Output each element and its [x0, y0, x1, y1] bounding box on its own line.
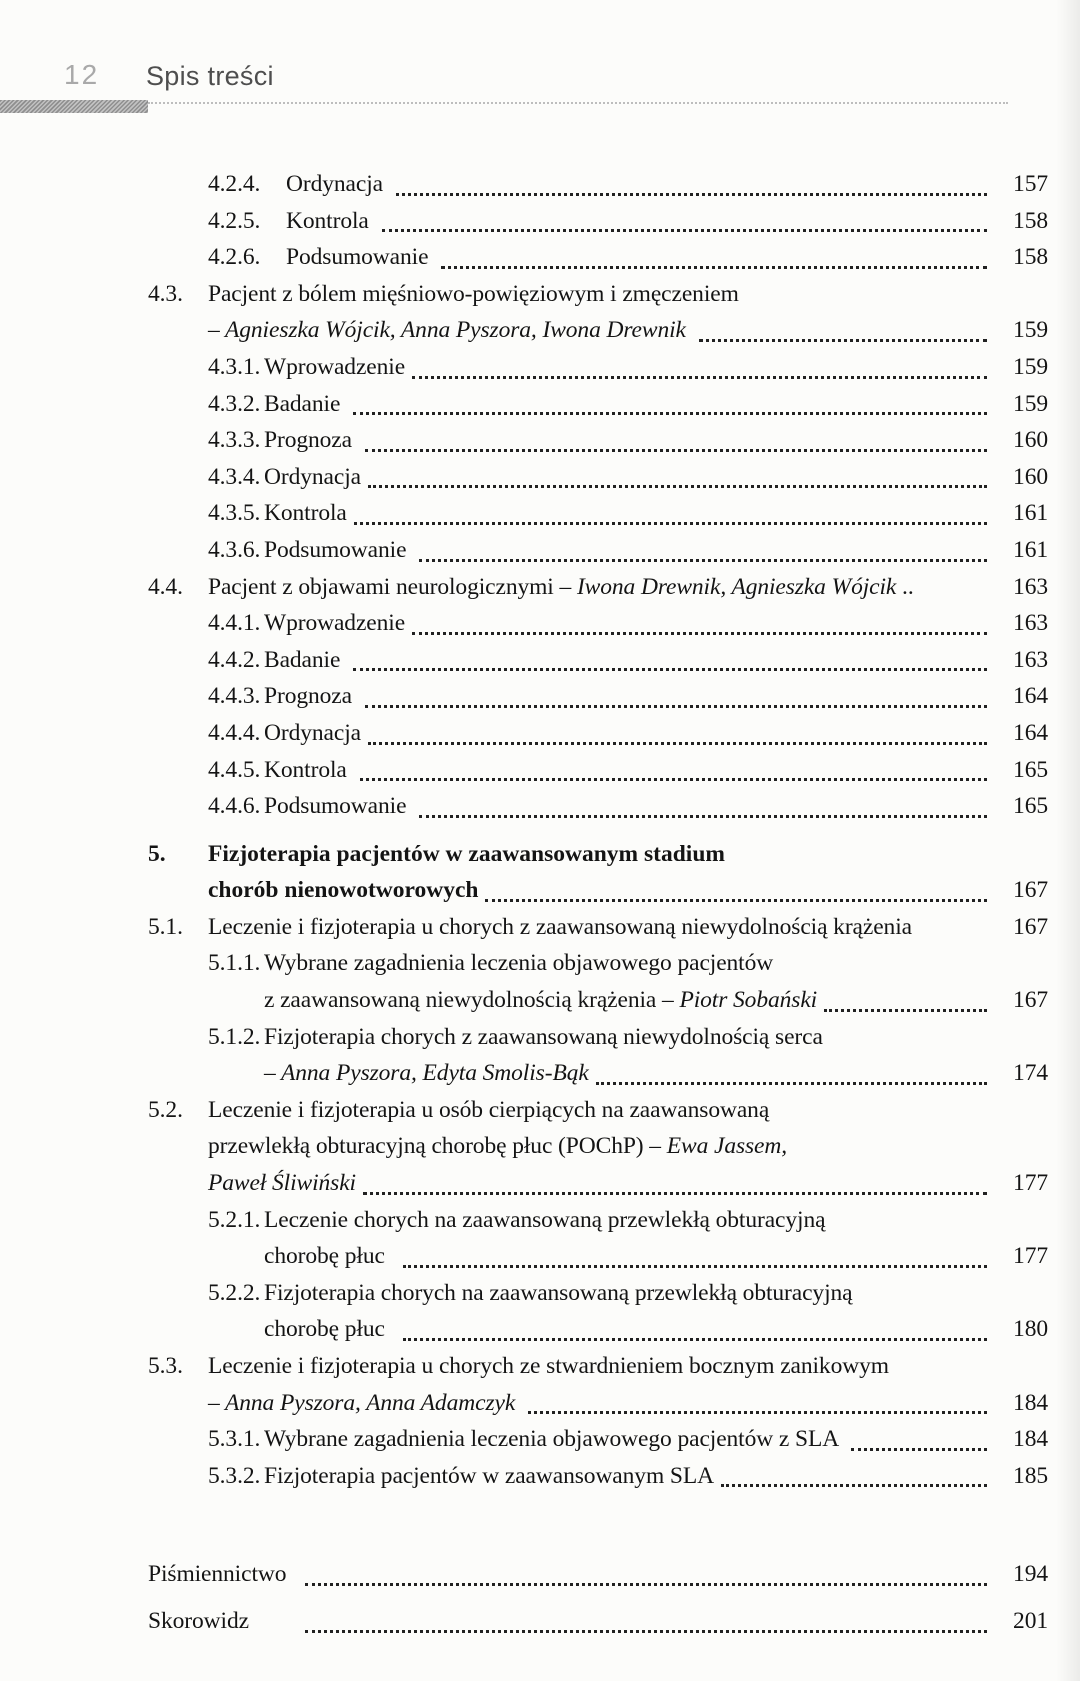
entry-title: [264, 678, 358, 715]
page-number: 161: [1013, 500, 1048, 527]
section-number: 4.4.1.: [208, 610, 261, 637]
entry-title: [264, 1421, 844, 1458]
toc-entry: [148, 715, 1048, 752]
title-text: Pacjent z objawami neurologicznymi –: [208, 573, 577, 600]
dot-leader: [368, 742, 987, 745]
dot-leader: [305, 1583, 987, 1586]
toc-line: [148, 1348, 1048, 1385]
section-number: 4.2.6.: [208, 244, 261, 271]
dot-leader: [353, 412, 987, 415]
page-number: 177: [1013, 1243, 1048, 1270]
entry-title: [264, 532, 412, 569]
dot-leader: [699, 339, 987, 342]
toc-line: [148, 1458, 1048, 1495]
title-text: Fizjoterapia pacjentów w zaawansowanym SLA: [264, 1462, 714, 1489]
title-text: Wybrane zagadnienia leczenia objawowego pacjentów z SLA: [264, 1426, 844, 1453]
entry-title: [264, 386, 346, 423]
entry-title: [286, 166, 389, 203]
toc-entry: [148, 349, 1048, 386]
entry-title: [264, 945, 773, 982]
toc-entry: [148, 386, 1048, 423]
toc-line: [148, 1385, 1048, 1422]
dot-leader: [305, 1630, 987, 1633]
entry-title: [208, 836, 725, 873]
title-text: Ordynacja: [264, 463, 361, 490]
toc-line: [148, 1275, 1048, 1312]
toc-line: [148, 1092, 1048, 1129]
toc-line: [148, 1556, 1048, 1593]
entry-title: [264, 1019, 823, 1056]
author-name: Piotr Sobański: [679, 987, 818, 1014]
toc-entry: [148, 1275, 1048, 1348]
page-number: 180: [1013, 1316, 1048, 1343]
section-number: 4.3.: [148, 280, 183, 307]
author-name: Paweł Śliwiński: [208, 1170, 356, 1197]
toc-line: [148, 459, 1048, 496]
toc-line: [148, 945, 1048, 982]
dot-leader: [403, 1338, 987, 1341]
title-text: Wybrane zagadnienia leczenia objawowego pacjentów: [264, 950, 774, 977]
toc-entry: [148, 1202, 1048, 1275]
title-text: Leczenie i fizjoterapia u osób cierpiących na zaawansowaną: [208, 1096, 770, 1123]
entry-title: [264, 715, 361, 752]
page-number: 163: [1013, 646, 1048, 673]
title-text: Fizjoterapia chorych na zaawansowaną przewlekłą obturacyjną: [264, 1279, 853, 1306]
dot-leader: [824, 1009, 987, 1012]
dot-leader: [360, 778, 987, 781]
title-text: chorobę płuc: [264, 1243, 397, 1270]
header-rule-dotted-line: [148, 102, 1008, 104]
page-number: 185: [1013, 1462, 1048, 1489]
entry-title: [148, 1556, 298, 1593]
toc-line: [148, 239, 1048, 276]
entry-title: [264, 1311, 396, 1348]
title-text: z zaawansowaną niewydolnością krążenia –: [264, 987, 680, 1014]
title-text: Fizjoterapia chorych z zaawansowaną niewydolnością serca: [264, 1023, 823, 1050]
title-text: Fizjoterapia pacjentów w zaawansowanym stadium: [208, 840, 725, 867]
toc-line: [148, 982, 1048, 1019]
dot-leader: [419, 815, 987, 818]
page-number: 167: [1013, 987, 1048, 1014]
toc-entry: [148, 836, 1048, 909]
page-number: 163: [1013, 610, 1048, 637]
page-number: 157: [1013, 171, 1048, 197]
section-number: 5.2.1.: [208, 1206, 261, 1233]
title-text: chorób nienowotworowych: [208, 877, 479, 904]
title-text: Pacjent z bólem mięśniowo-powięziowym i zmęczeniem: [208, 280, 739, 307]
title-text: Leczenie i fizjoterapia u chorych z zaawansowaną niewydolnością krążenia: [208, 913, 912, 940]
entry-title: [264, 1275, 853, 1312]
page-number: 164: [1013, 683, 1048, 710]
section-number: 5.1.2.: [208, 1023, 261, 1050]
page-number: 158: [1013, 207, 1048, 234]
title-text: Leczenie chorych na zaawansowaną przewlekłą obturacyjną: [264, 1206, 826, 1233]
title-text: Prognoza: [264, 683, 358, 710]
toc-line: [148, 1055, 1048, 1092]
section-number: 4.3.5.: [208, 500, 261, 527]
running-head-page-number: 12: [64, 59, 100, 90]
entry-title: [208, 569, 914, 606]
section-number: 5.: [148, 840, 166, 867]
entry-title: [208, 1092, 769, 1129]
toc-entry: [148, 642, 1048, 679]
page-number: 159: [1013, 317, 1048, 344]
toc-entry: [148, 1421, 1048, 1458]
page-number: 177: [1013, 1170, 1048, 1197]
dot-leader: [441, 266, 987, 269]
title-text: Podsumowanie: [264, 793, 413, 820]
entry-title: [208, 276, 739, 313]
title-text: Prognoza: [264, 427, 358, 454]
toc-entry: [148, 1092, 1048, 1202]
toc-entry: [148, 166, 1048, 203]
dot-leader: [354, 522, 987, 525]
title-text: Wprowadzenie: [264, 353, 406, 380]
entry-title: [264, 1202, 825, 1239]
dot-leader: [403, 1265, 987, 1268]
section-number: 4.2.4.: [208, 171, 261, 197]
title-text: chorobę płuc: [264, 1316, 397, 1343]
toc-line: [148, 1165, 1048, 1202]
title-text: Ordynacja: [264, 719, 361, 746]
toc-line: [148, 1202, 1048, 1239]
title-text: Badanie: [264, 390, 347, 417]
section-number: 4.3.1.: [208, 353, 261, 380]
toc-line: [148, 605, 1048, 642]
section-number: 5.1.: [148, 913, 183, 940]
toc-line: [148, 166, 1048, 203]
toc-line: [148, 422, 1048, 459]
page-number: 165: [1013, 756, 1048, 783]
entry-title: [208, 1165, 356, 1202]
dot-leader: [365, 449, 987, 452]
scan-edge-shadow: [1056, 0, 1080, 1681]
toc-line: [148, 349, 1048, 386]
section-number: 4.4.2.: [208, 646, 261, 673]
dot-leader: [365, 705, 987, 708]
toc-entry: [148, 422, 1048, 459]
entry-title: [264, 1055, 589, 1092]
title-text: Podsumowanie: [264, 536, 413, 563]
entry-title: [148, 1603, 298, 1640]
toc-entry: [148, 605, 1048, 642]
section-number: 5.2.2.: [208, 1279, 261, 1306]
toc-line: [148, 276, 1048, 313]
running-head-title: Spis treści: [146, 61, 274, 91]
section-number: 4.4.: [148, 573, 183, 600]
dot-leader: [363, 1192, 987, 1195]
toc-entry: [148, 752, 1048, 789]
toc-line: [148, 312, 1048, 349]
dot-leader: [851, 1448, 987, 1451]
toc-entry: [148, 945, 1048, 1018]
page-number: 194: [1013, 1561, 1048, 1588]
section-number: 5.3.1.: [208, 1426, 261, 1453]
author-name: – Agnieszka Wójcik, Anna Pyszora, Iwona Drewnik: [208, 317, 692, 344]
page-number: 167: [1013, 913, 1048, 940]
toc-line: [148, 909, 1048, 946]
entry-title: [264, 642, 346, 679]
entry-title: [208, 1385, 521, 1422]
page-number: 184: [1013, 1389, 1048, 1416]
toc-entry: [148, 909, 1048, 946]
section-number: 5.1.1.: [208, 950, 261, 977]
title-text: Skorowidz: [148, 1607, 249, 1634]
dot-leader: [721, 1484, 987, 1487]
toc-list: [148, 166, 1048, 1640]
dot-leader: [596, 1082, 987, 1085]
toc-entry: [148, 1603, 1048, 1640]
title-text: Wprowadzenie: [264, 610, 406, 637]
toc-entry: [148, 678, 1048, 715]
toc-line: [148, 872, 1048, 909]
section-number: 5.3.2.: [208, 1462, 261, 1489]
toc-entry: [148, 495, 1048, 532]
entry-title: [264, 605, 405, 642]
entry-title: [264, 788, 412, 825]
toc-line: [148, 1311, 1048, 1348]
section-number: 4.3.2.: [208, 390, 261, 417]
entry-title: [264, 1238, 396, 1275]
dot-leader: [412, 632, 987, 635]
page-number: 184: [1013, 1426, 1048, 1453]
toc-entry: [148, 1458, 1048, 1495]
page-number: 164: [1013, 719, 1048, 746]
section-number: 4.4.4.: [208, 719, 261, 746]
entry-title: [208, 1128, 787, 1165]
author-name: Iwona Drewnik, Agnieszka Wójcik: [576, 573, 897, 600]
toc-entry: [148, 1019, 1048, 1092]
section-number: 4.4.5.: [208, 756, 261, 783]
page-number: 158: [1013, 244, 1048, 271]
section-number: 4.4.6.: [208, 793, 261, 820]
author-name: Ewa Jassem,: [666, 1133, 788, 1160]
toc-line: [148, 642, 1048, 679]
toc-line: [148, 203, 1048, 240]
toc-entry: [148, 532, 1048, 569]
entry-title: [286, 203, 375, 240]
page-number: 201: [1013, 1607, 1048, 1634]
toc-line: [148, 836, 1048, 873]
entry-title: [208, 312, 692, 349]
page-number: 167: [1013, 877, 1048, 904]
page-number: 165: [1013, 793, 1048, 820]
title-text: Kontrola: [286, 207, 375, 234]
toc-line: [148, 1128, 1048, 1165]
page-number: 174: [1013, 1060, 1048, 1087]
title-text: Badanie: [264, 646, 347, 673]
toc-line: [148, 1603, 1048, 1640]
toc-line: [148, 788, 1048, 825]
section-number: 4.3.3.: [208, 427, 261, 454]
dot-leader: [419, 559, 987, 562]
entry-title: [264, 459, 361, 496]
toc-line: [148, 532, 1048, 569]
author-name: – Anna Pyszora, Anna Adamczyk: [208, 1389, 521, 1416]
section-number: 4.4.3.: [208, 683, 261, 710]
toc-line: [148, 1019, 1048, 1056]
toc-entry: [148, 788, 1048, 825]
entry-title: [264, 495, 347, 532]
page-number: 160: [1013, 427, 1048, 454]
page-number: 159: [1013, 390, 1048, 417]
page-number: 160: [1013, 463, 1048, 490]
title-text: ..: [896, 573, 914, 600]
title-text: Piśmiennictwo: [148, 1561, 293, 1588]
toc-line: [148, 495, 1048, 532]
section-number: 4.3.6.: [208, 536, 261, 563]
entry-title: [264, 1458, 714, 1495]
header-rule-halftone-block: [0, 100, 148, 113]
toc-entry: [148, 569, 1048, 606]
section-number: 5.2.: [148, 1096, 183, 1123]
dot-leader: [412, 376, 987, 379]
toc-entry: [148, 1556, 1048, 1593]
entry-title: [208, 1348, 889, 1385]
title-text: przewlekłą obturacyjną chorobę płuc (POChP) –: [208, 1133, 667, 1160]
page-number: 161: [1013, 536, 1048, 563]
toc-entry: [148, 1348, 1048, 1421]
toc-entry: [148, 276, 1048, 349]
toc-line: [148, 752, 1048, 789]
toc-line: [148, 715, 1048, 752]
dot-leader: [353, 668, 987, 671]
page-number: 163: [1013, 573, 1048, 600]
toc-line: [148, 569, 1048, 606]
page-number: 159: [1013, 353, 1048, 380]
title-text: Kontrola: [264, 500, 347, 527]
entry-title: [264, 982, 817, 1019]
title-text: Leczenie i fizjoterapia u chorych ze stwardnieniem bocznym zanikowym: [208, 1353, 889, 1379]
dot-leader: [368, 485, 987, 488]
dot-leader: [485, 899, 987, 902]
title-text: Kontrola: [264, 756, 353, 783]
toc-line: [148, 678, 1048, 715]
entry-title: [208, 872, 478, 909]
toc-line: [148, 1238, 1048, 1275]
dot-leader: [396, 193, 987, 196]
title-text: Ordynacja: [286, 171, 389, 197]
dot-leader: [382, 229, 987, 232]
entry-title: [264, 422, 358, 459]
section-number: 4.3.4.: [208, 463, 261, 490]
title-text: Podsumowanie: [286, 244, 435, 271]
toc-entry: [148, 239, 1048, 276]
entry-title: [264, 349, 405, 386]
entry-title: [286, 239, 434, 276]
toc-entry: [148, 203, 1048, 240]
entry-title: [208, 909, 912, 946]
toc-line: [148, 1421, 1048, 1458]
author-name: – Anna Pyszora, Edyta Smolis-Bąk: [264, 1060, 589, 1087]
dot-leader: [528, 1411, 987, 1414]
section-number: 5.3.: [148, 1353, 183, 1379]
toc-entry: [148, 459, 1048, 496]
section-number: 4.2.5.: [208, 207, 261, 234]
entry-title: [264, 752, 353, 789]
toc-line: [148, 386, 1048, 423]
